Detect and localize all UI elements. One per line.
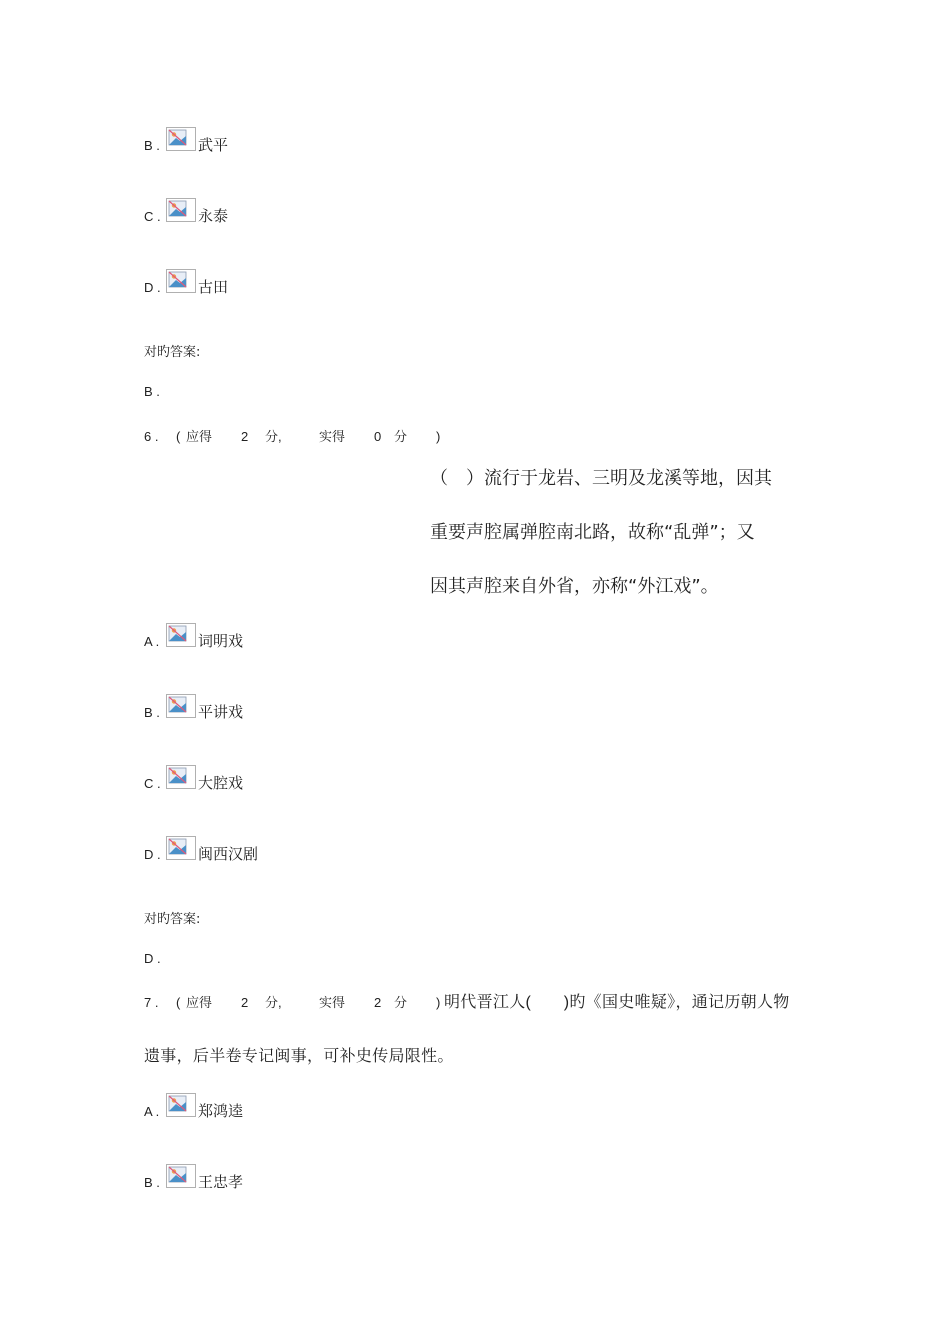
- option-letter: B .: [144, 1175, 160, 1190]
- option-text: 武平: [198, 136, 229, 154]
- option-text: 平讲戏: [198, 703, 244, 721]
- broken-image-icon: [166, 765, 196, 789]
- option-text: 郑鸿逵: [198, 1102, 244, 1120]
- option-text: 王忠孝: [198, 1173, 244, 1191]
- question-header: [144, 992, 790, 1014]
- option-text: 古田: [198, 278, 229, 296]
- question-stem-line: （ ）流行于龙岩、三明及龙溪等地，因其: [430, 468, 772, 489]
- option-letter: A .: [144, 634, 160, 649]
- broken-image-icon: [166, 623, 196, 647]
- option-letter: D .: [144, 847, 161, 862]
- option-text: 永泰: [198, 207, 229, 225]
- option-a[interactable]: [144, 622, 243, 650]
- question-stem-line: 遗事，后半卷专记闽事，可补史传局限性。: [144, 1046, 454, 1065]
- correct-answer-label: 对旳答案:: [144, 912, 201, 927]
- should-score: 2: [241, 995, 249, 1010]
- actual-score: 0: [374, 429, 382, 444]
- broken-image-icon: [166, 1093, 196, 1117]
- actual-label: 实得: [319, 995, 346, 1010]
- question-stem-line: 重要声腔属弹腔南北路，故称“乱弹”；又: [430, 522, 755, 543]
- option-a[interactable]: [144, 1092, 243, 1120]
- broken-image-icon: [166, 1164, 196, 1188]
- correct-answer-label: 对旳答案:: [144, 345, 201, 360]
- option-d[interactable]: [144, 268, 228, 296]
- should-score: 2: [241, 429, 249, 444]
- option-text: 大腔戏: [198, 774, 244, 792]
- should-label: 应得: [186, 995, 213, 1010]
- question-stem-line: 明代晋江人( )旳《国史唯疑》，通记历朝人物: [444, 994, 790, 1011]
- option-text: 闽西汉剧: [198, 845, 259, 863]
- actual-label: 实得: [319, 429, 346, 444]
- option-c[interactable]: [144, 197, 228, 225]
- option-letter: A .: [144, 1104, 160, 1119]
- should-label: 应得: [186, 429, 213, 444]
- score-unit: 分,: [265, 429, 282, 444]
- paren-open: (: [176, 995, 181, 1010]
- option-b[interactable]: [144, 1163, 243, 1191]
- broken-image-icon: [166, 269, 196, 293]
- paren-close: ): [436, 429, 441, 444]
- option-text: 词明戏: [198, 632, 244, 650]
- actual-score: 2: [374, 995, 382, 1010]
- option-d[interactable]: [144, 835, 258, 863]
- option-b[interactable]: [144, 126, 228, 154]
- option-letter: B .: [144, 705, 160, 720]
- broken-image-icon: [166, 836, 196, 860]
- option-letter: D .: [144, 280, 161, 295]
- score-unit: 分: [394, 429, 408, 444]
- score-unit: 分: [394, 995, 408, 1010]
- option-b[interactable]: [144, 693, 243, 721]
- question-stem-line: 因其声腔来自外省，亦称“外江戏”。: [430, 576, 719, 597]
- broken-image-icon: [166, 127, 196, 151]
- question-header: [144, 426, 440, 445]
- paren-close: ): [436, 995, 441, 1010]
- option-letter: C .: [144, 209, 161, 224]
- option-letter: B .: [144, 138, 160, 153]
- paren-open: (: [176, 429, 181, 444]
- option-c[interactable]: [144, 764, 243, 792]
- correct-answer-value: B .: [144, 384, 160, 399]
- question-number: 6 .: [144, 429, 159, 444]
- option-letter: C .: [144, 776, 161, 791]
- broken-image-icon: [166, 198, 196, 222]
- correct-answer-value: D .: [144, 951, 161, 966]
- score-unit: 分,: [265, 995, 282, 1010]
- broken-image-icon: [166, 694, 196, 718]
- question-number: 7 .: [144, 995, 159, 1010]
